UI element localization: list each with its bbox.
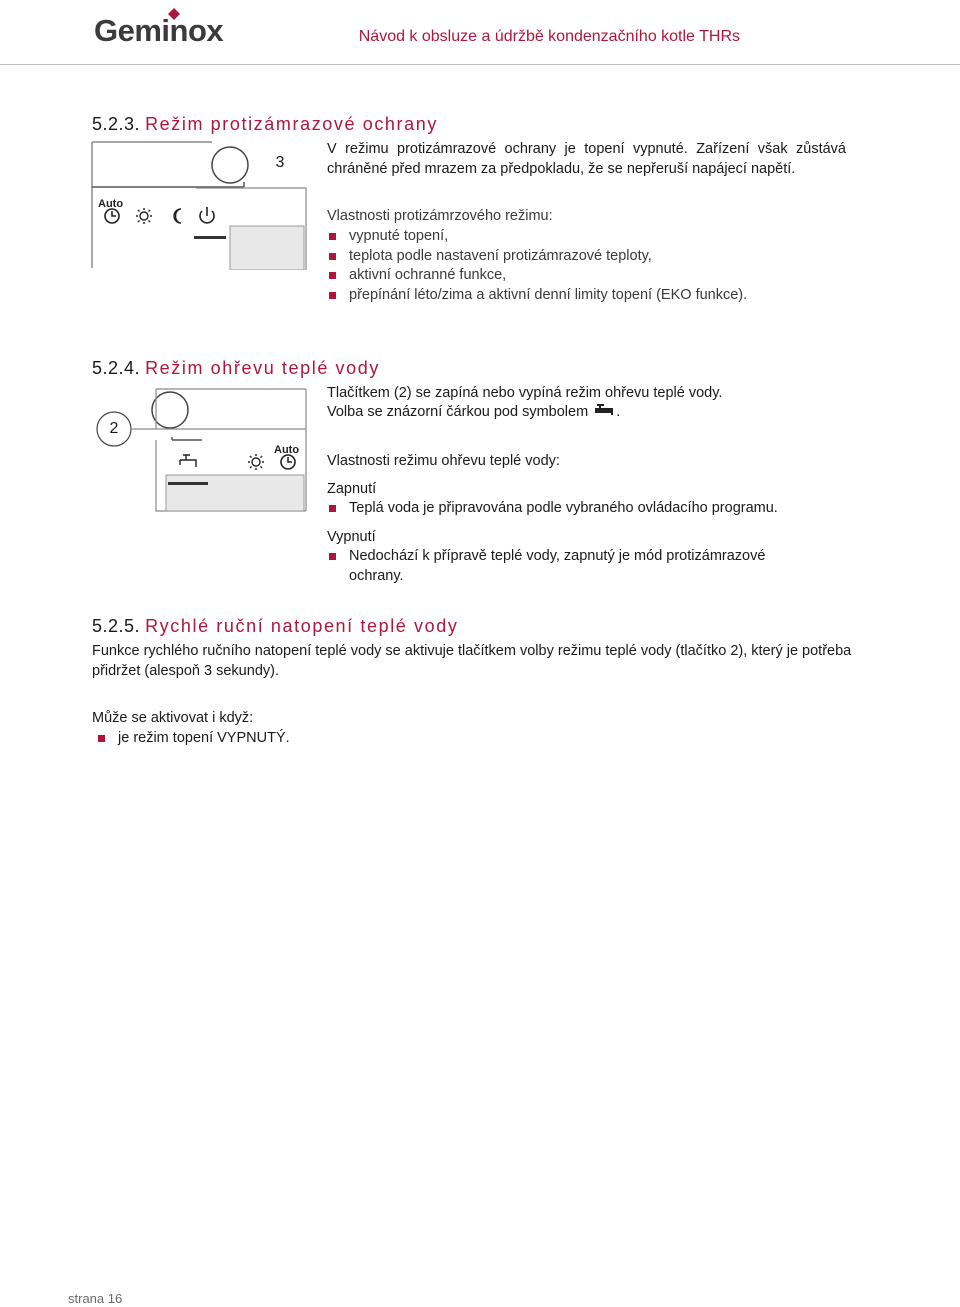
sun-icon <box>136 208 152 224</box>
s524-off-title: Vypnutí <box>327 529 376 545</box>
sun-icon <box>248 454 264 470</box>
auto-label: Auto <box>274 444 300 456</box>
section-number: 5.2.5. <box>92 616 141 636</box>
clock-icon <box>105 209 119 223</box>
s524-line2-end: . <box>616 404 621 420</box>
moon-icon <box>174 209 181 223</box>
s523-props-list <box>327 227 847 305</box>
section-5-2-5-heading <box>92 616 458 637</box>
clock-icon <box>281 455 295 469</box>
s524-line2-text: Volba se znázorní čárkou pod symbolem <box>327 404 589 420</box>
section-title: Režim ohřevu teplé vody <box>145 358 380 378</box>
auto-label: Auto <box>98 198 124 210</box>
list-item: aktivní ochranné funkce, <box>327 266 847 286</box>
s525-text: Funkce rychlého ručního natopení teplé vody se aktivuje tlačítkem volby režimu teplé vody (tlačítko 2), který je potřeba přidržet (alespoň 3 sekundy). <box>92 643 852 679</box>
section-title: Rychlé ruční natopení teplé vody <box>145 616 459 636</box>
logo-text: Geminox <box>94 13 224 48</box>
button-3-label: 3 <box>275 154 285 171</box>
geminox-logo <box>94 8 239 48</box>
document-title: Návod k obsluze a údržbě kondenzačního kotle THRs <box>358 28 740 45</box>
power-icon <box>200 207 214 223</box>
list-item: je režim topení VYPNUTÝ. <box>96 729 596 749</box>
section-title: Režim protizámrazové ochrany <box>145 114 438 134</box>
section-5-2-4-heading <box>92 358 380 379</box>
list-item: teplota podle nastavení protizámrazové teploty, <box>327 247 847 267</box>
s524-off-list <box>327 547 807 586</box>
button-2-label: 2 <box>109 420 119 437</box>
s524-line2 <box>327 403 620 423</box>
s524-line1: Tlačítkem (2) se zapíná nebo vypíná režim ohřevu teplé vody. <box>327 385 723 401</box>
header-divider <box>0 64 960 65</box>
page-number: strana 16 <box>68 1291 123 1306</box>
list-item: Teplá voda je připravována podle vybraného ovládacího programu. <box>327 499 827 519</box>
s524-on-title: Zapnutí <box>327 481 377 497</box>
list-item: Nedochází k přípravě teplé vody, zapnutý je mód protizámrazové ochrany. <box>327 547 807 586</box>
section-number: 5.2.4. <box>92 358 141 378</box>
tap-icon <box>592 403 616 417</box>
tap-icon <box>180 455 196 467</box>
section-5-2-3-heading <box>92 114 438 135</box>
s523-intro: V režimu protizámrazové ochrany je topení vypnuté. Zařízení však zůstává chráněné před mrazem za předpokladu, že se nepřeruší napájecí napětí. <box>327 141 846 177</box>
s525-cond-list <box>96 729 596 749</box>
s524-props-title: Vlastnosti režimu ohřevu teplé vody: <box>327 453 560 469</box>
s524-on-list <box>327 499 827 519</box>
s523-props-title: Vlastnosti protizámrzového režimu: <box>327 208 553 224</box>
list-item: vypnuté topení, <box>327 227 847 247</box>
list-item: přepínání léto/zima a aktivní denní limity topení (EKO funkce). <box>327 286 847 306</box>
control-panel-figure-2 <box>90 385 310 515</box>
section-number: 5.2.3. <box>92 114 141 134</box>
s525-cond-title: Může se aktivovat i když: <box>92 710 254 726</box>
